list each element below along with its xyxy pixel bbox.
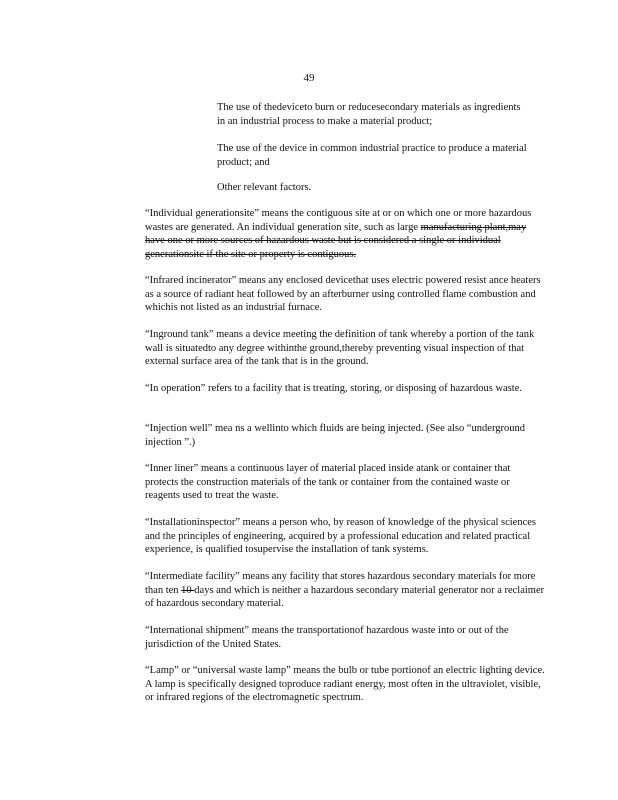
definition-inner-liner: “Inner liner” means a continuous layer of material placed inside atank or container that protects the construction materials of the tank or container from the contained waste or reagents used to treat the waste.	[145, 463, 511, 502]
definition-lamp: “Lamp” or “universal waste lamp” means the bulb or tube portionof an electric lighting device. A lamp is specifically designed toproduce radiant energy, most often in the ultraviolet, visible, or infrared regions of the electromagnetic spectrum.	[145, 665, 545, 704]
definition-international-shipment: “International shipment” means the transportationof hazardous waste into or out of the jurisdiction of the United States.	[145, 625, 509, 650]
definition-injection-well: “Injection well” mea ns a wellinto which fluids are being injected. (See also “underground injection ”.)	[145, 423, 526, 448]
struck-text: manufacturing plant,may have one or more sources of hazardous waste but is considered a single or individual generationsite if the site or property is contiguous.	[145, 221, 527, 260]
definition-text-continued: days and which is neither a hazardous secondary material generator nor a reclaimer of hazardous secondary material.	[145, 584, 545, 610]
criterion-other-factors: Other relevant factors.	[217, 182, 312, 193]
definition-inground-tank: “Inground tank” means a device meeting the definition of tank whereby a portion of the tank wall is situatedto any degree withinthe ground,thereby preventing visual inspection of that external surface area of the tank that is in the ground.	[145, 329, 535, 368]
struck-text: 10	[181, 584, 195, 596]
criterion-common-practice: The use of the device in common industrial practice to produce a material product; and	[217, 143, 527, 168]
definition-text: “Individual generationsite” means the contiguous site at or on which one or more hazardous wastes are generated. An individual generation site, such as large	[145, 208, 532, 233]
criterion-burn-or-reduce: The use of thedeviceto burn or reducesecondary materials as ingredients in an industrial process to make a material product;	[217, 102, 521, 127]
definition-intermediate-facility	[145, 570, 545, 611]
definition-installation-inspector: “Installationinspector” means a person who, by reason of knowledge of the physical sciences and the principles of engineering, acquired by a professional education and related practical experience, is qualified tosupervise the installation of tank systems.	[145, 517, 537, 556]
page-number: 49	[303, 72, 315, 84]
definition-text: “Intermediate facility” means any facility that stores hazardous secondary materials for more than ten	[145, 571, 536, 596]
definition-in-operation: “In operation” refers to a facility that is treating, storing, or disposing of hazardous waste.	[145, 383, 523, 394]
definition-infrared-incinerator: “Infrared incinerator” means any enclosed devicethat uses electric powered resist ance heaters as a source of radiant heat followed by an afterburner using controlled flame combustion and whichis not listed as an industrial furnace.	[145, 275, 541, 314]
definition-individual-generation-site	[145, 207, 545, 261]
